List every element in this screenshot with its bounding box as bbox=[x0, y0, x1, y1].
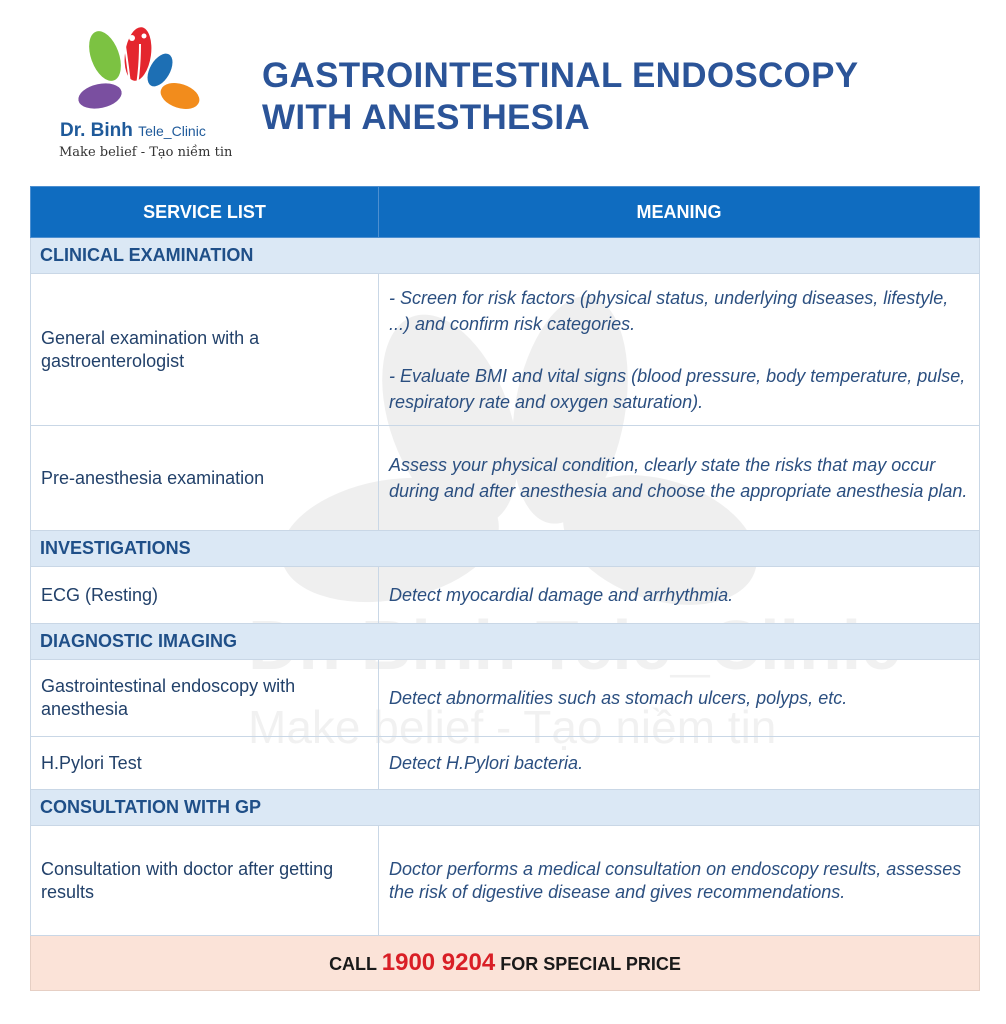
meaning-cell bbox=[379, 426, 980, 531]
meaning-text: Doctor performs a medical consultation on endoscopy results, assesses the risk of digestive disease and gives recommendations. bbox=[389, 858, 962, 902]
meaning-cell bbox=[379, 274, 980, 426]
logo-tagline: Make belief - Tạo niềm tin bbox=[59, 145, 233, 160]
service-cell: Gastrointestinal endoscopy with anesthesia bbox=[31, 660, 379, 737]
section-title: INVESTIGATIONS bbox=[31, 531, 980, 567]
page-title-line1: GASTROINTESTINAL ENDOSCOPY bbox=[262, 56, 859, 95]
service-cell: Pre-anesthesia examination bbox=[31, 426, 379, 531]
meaning-cell bbox=[379, 826, 980, 936]
flower-logo-icon bbox=[70, 26, 200, 118]
table-row bbox=[31, 274, 980, 426]
meaning-text: Detect H.Pylori bacteria. bbox=[389, 753, 584, 773]
table-row bbox=[31, 567, 980, 624]
meaning-text: Assess your physical condition, clearly state the risks that may occur during and after anesthesia and choose the appropriate anesthesia plan. bbox=[389, 455, 968, 501]
service-cell: ECG (Resting) bbox=[31, 567, 379, 624]
logo-brand-name: Dr. Binh bbox=[60, 120, 133, 141]
footer-row bbox=[31, 936, 980, 991]
logo-brand bbox=[60, 120, 206, 142]
meaning-text: Detect myocardial damage and arrhythmia. bbox=[389, 585, 734, 605]
section-title: CONSULTATION WITH GP bbox=[31, 790, 980, 826]
clinic-logo[interactable] bbox=[58, 26, 233, 166]
call-prefix: CALL bbox=[329, 954, 377, 974]
service-cell: H.Pylori Test bbox=[31, 737, 379, 790]
section-consultation-gp bbox=[31, 790, 980, 826]
page-title bbox=[262, 55, 858, 139]
phone-number-link[interactable]: 1900 9204 bbox=[381, 949, 496, 976]
meaning-text: Detect abnormalities such as stomach ulcers, polyps, etc. bbox=[389, 688, 848, 708]
page-header bbox=[0, 0, 1006, 185]
meaning-cell bbox=[379, 567, 980, 624]
table-header-row bbox=[31, 187, 980, 238]
section-investigations bbox=[31, 531, 980, 567]
header-meaning: MEANING bbox=[379, 187, 980, 238]
section-diagnostic-imaging bbox=[31, 624, 980, 660]
header-service-list: SERVICE LIST bbox=[31, 187, 379, 238]
section-clinical-examination bbox=[31, 238, 980, 274]
table-row bbox=[31, 826, 980, 936]
service-cell: Consultation with doctor after getting results bbox=[31, 826, 379, 936]
table-row bbox=[31, 737, 980, 790]
call-suffix: FOR SPECIAL PRICE bbox=[500, 954, 681, 974]
watermark-tagline: Make belief - Tạo niềm tin bbox=[248, 701, 777, 753]
meaning-text: - Evaluate BMI and vital signs (blood pressure, body temperature, pulse, respiratory rate and oxygen saturation). bbox=[389, 365, 966, 412]
service-table bbox=[30, 186, 980, 991]
meaning-text: - Screen for risk factors (physical status, underlying diseases, lifestyle, ...) and confirm risk categories. bbox=[389, 287, 949, 334]
table-row bbox=[31, 660, 980, 737]
page-title-line2: WITH ANESTHESIA bbox=[262, 98, 590, 137]
meaning-cell bbox=[379, 660, 980, 737]
service-cell: General examination with a gastroenterologist bbox=[31, 274, 379, 426]
section-title: CLINICAL EXAMINATION bbox=[31, 238, 980, 274]
table-row bbox=[31, 426, 980, 531]
call-to-action[interactable] bbox=[31, 936, 980, 991]
section-title: DIAGNOSTIC IMAGING bbox=[31, 624, 980, 660]
logo-brand-suffix: Tele_Clinic bbox=[138, 123, 206, 139]
meaning-cell bbox=[379, 737, 980, 790]
